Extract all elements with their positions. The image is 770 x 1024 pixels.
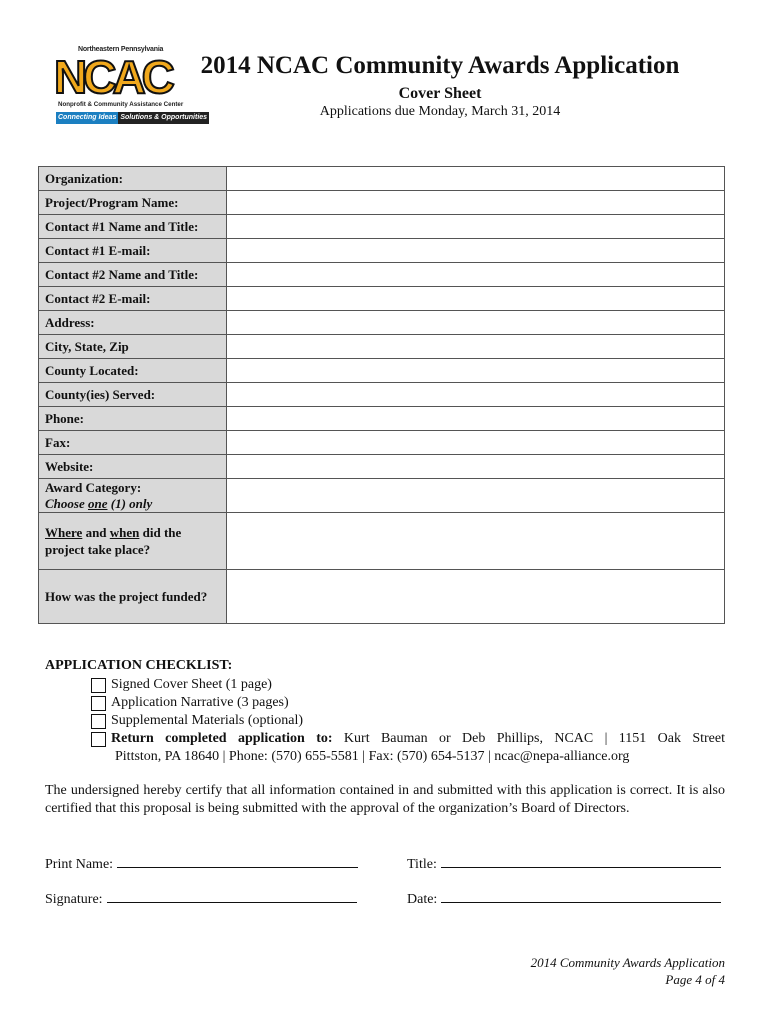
page-subtitle: Cover Sheet [398,85,482,102]
logo-subtitle: Nonprofit & Community Assistance Center [58,101,184,108]
page-footer [531,954,725,988]
print-name-line[interactable] [117,855,358,868]
date-line[interactable] [441,890,721,903]
organization-field[interactable] [227,167,725,191]
funding-field[interactable] [227,570,725,624]
checklist-item-label: Supplemental Materials (optional) [111,713,304,728]
checklist-item [45,676,725,694]
website-field[interactable] [227,455,725,479]
contact2-name-label: Contact #2 Name and Title: [39,263,227,287]
application-checklist [45,658,725,766]
date-label: Date: [407,892,438,907]
county-located-field[interactable] [227,359,725,383]
award-category-title: Award Category: [45,479,142,495]
contact2-email-field[interactable] [227,287,725,311]
signature-line[interactable] [107,890,357,903]
application-form-table [38,166,725,624]
where-when-field[interactable] [227,513,725,570]
logo-mark: NCAC [54,51,171,103]
logo-tagline-part1: Connecting Ideas [56,112,118,124]
signature-label: Signature: [45,892,103,907]
where-text: Where [45,525,83,540]
county-located-label: County Located: [39,359,227,383]
title-field [407,855,721,873]
where-rest1: did the [142,525,182,540]
contact1-email-field[interactable] [227,239,725,263]
print-name-label: Print Name: [45,857,114,872]
checklist-item-label: Signed Cover Sheet (1 page) [111,677,272,692]
contact2-name-field[interactable] [227,263,725,287]
certification-statement: The undersigned hereby certify that all information contained in and submitted with this application is correct. It is also certified that this proposal is being submitted with the approval of the organization’s Board of Directors. [45,783,725,816]
footer-page-number: Page 4 of 4 [665,972,725,987]
signature-field [45,890,357,908]
fax-label: Fax: [39,431,227,455]
checkbox-supplemental-materials[interactable] [91,714,106,729]
award-one-text: one [87,495,108,511]
city-state-zip-field[interactable] [227,335,725,359]
checklist-item [45,694,725,712]
phone-label: Phone: [39,407,227,431]
project-name-label: Project/Program Name: [39,191,227,215]
due-date: Applications due Monday, March 31, 2014 [319,104,561,119]
date-field [407,890,721,908]
funding-label: How was the project funded? [39,570,227,624]
award-category-field[interactable] [227,479,725,513]
county-served-field[interactable] [227,383,725,407]
contact1-name-field[interactable] [227,215,725,239]
project-name-field[interactable] [227,191,725,215]
checkbox-application-narrative[interactable] [91,696,106,711]
return-lead-text: Return completed application to: [111,731,333,746]
award-choose-text: Choose [45,495,85,511]
address-field[interactable] [227,311,725,335]
award-category-note [45,496,152,511]
phone-field[interactable] [227,407,725,431]
checklist-heading: APPLICATION CHECKLIST: [45,658,233,673]
and-text: and [85,525,107,540]
county-served-label: County(ies) Served: [39,383,227,407]
checklist-item [45,712,725,730]
checkbox-signed-cover-sheet[interactable] [91,678,106,693]
where-when-label [39,513,227,570]
ncac-logo [54,46,208,128]
checklist-item-return [45,730,725,748]
city-state-zip-label: City, State, Zip [39,335,227,359]
footer-doc-title: 2014 Community Awards Application [530,955,725,970]
fax-field[interactable] [227,431,725,455]
organization-label: Organization: [39,167,227,191]
when-text: when [109,525,140,540]
website-label: Website: [39,455,227,479]
contact1-name-label: Contact #1 Name and Title: [39,215,227,239]
page-title: 2014 NCAC Community Awards Application [200,52,680,79]
logo-tagline-part2: Solutions & Opportunities [118,112,209,124]
checkbox-return-application[interactable] [91,732,106,747]
return-address-line1: Kurt Bauman or Deb Phillips, NCAC | 1151 Oak Street [343,731,725,746]
title-label: Title: [407,857,437,872]
contact2-email-label: Contact #2 E-mail: [39,287,227,311]
where-rest2: project take place? [45,542,151,557]
award-category-label [39,479,227,513]
address-label: Address: [39,311,227,335]
checklist-item-label: Application Narrative (3 pages) [111,695,289,710]
logo-region-text: Northeastern Pennsylvania [78,46,164,53]
print-name-field [45,855,358,873]
award-rest-text: (1) only [110,495,153,511]
return-address-line2: Pittston, PA 18640 | Phone: (570) 655-5581 | Fax: (570) 654-5137 | ncac@nepa-alliance.org [115,749,630,764]
title-line[interactable] [441,855,721,868]
contact1-email-label: Contact #1 E-mail: [39,239,227,263]
